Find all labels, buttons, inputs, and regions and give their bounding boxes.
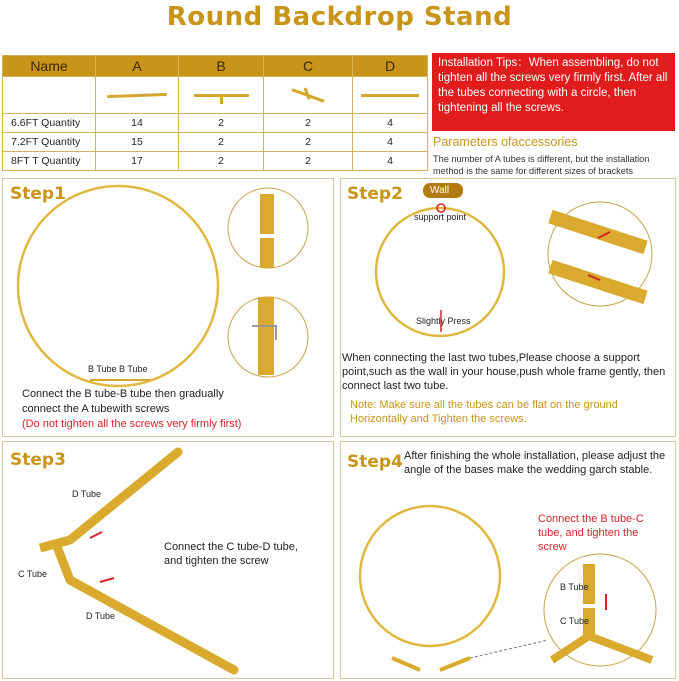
step1-warning: (Do not tighten all the screws very firmly first) — [22, 418, 242, 430]
wall-label: Wall — [430, 185, 450, 196]
support-point-label: support point — [414, 212, 467, 222]
cell-a: 17 — [96, 152, 179, 171]
step4-b-tube-label: B Tube — [560, 582, 589, 592]
page-title: Round Backdrop Stand — [166, 2, 513, 32]
step4-red-text: Connect the B tube-C tube, and tighten the screw — [538, 513, 644, 553]
step3-label: Step3 — [10, 450, 66, 470]
cell-b: 2 — [179, 114, 264, 133]
cell-a: 15 — [96, 133, 179, 152]
step4-base-right — [440, 658, 470, 670]
step3-text: Connect the C tube-D tube, and tighten the screw — [164, 541, 298, 567]
step4-callout-line — [470, 640, 548, 658]
step4-text: After finishing the whole installation, please adjust the angle of the bases make the wedding garch stable. — [404, 450, 666, 476]
step1-line2: connect the A tubewith screws — [22, 403, 170, 415]
cell-a: 14 — [96, 114, 179, 133]
step3-d-tube-bottom-label: D Tube — [86, 611, 116, 621]
step4-ring — [360, 506, 500, 646]
step3-d-tube-top-label: D Tube — [72, 489, 102, 499]
params-text: The number of A tubes is different, but the installation method is the same for different sizes of brackets — [433, 154, 650, 176]
step1-label: Step1 — [10, 184, 66, 204]
cell-b: 2 — [179, 152, 264, 171]
cell-c: 2 — [264, 133, 353, 152]
cell-d: 4 — [353, 133, 428, 152]
header-c: C — [264, 56, 353, 77]
row-label: 7.2FT Quantity — [3, 133, 96, 152]
header-d: D — [353, 56, 428, 77]
cell-b: 2 — [179, 133, 264, 152]
header-a: A — [96, 56, 179, 77]
header-b: B — [179, 56, 264, 77]
step2-note: Note: Make sure all the tubes can be flat on the ground Horizontally and Tighten the screws. — [350, 399, 618, 425]
step3-c-tube-label: C Tube — [18, 569, 48, 579]
row-label: 8FT T Quantity — [3, 152, 96, 171]
step1-line1: Connect the B tube-B tube then gradually — [22, 388, 224, 400]
cell-d: 4 — [353, 114, 428, 133]
step2-body: When connecting the last two tubes,Please choose a support point,such as the wall in your house,push whole frame gently, then connect last two tube. — [342, 352, 666, 392]
step1-tube-label: B Tube B Tube — [88, 364, 148, 374]
step4-label: Step4 — [347, 452, 403, 472]
step2-label: Step2 — [347, 184, 403, 204]
row-label: 6.6FT Quantity — [3, 114, 96, 133]
cell-c: 2 — [264, 114, 353, 133]
params-title: Parameters ofaccessories — [433, 135, 578, 149]
installation-tips: Installation Tips：When assembling, do not tighten all the screws very firmly first. After all the tubes connecting with a circle, then tightening all the screws. — [432, 53, 675, 131]
cell-d: 4 — [353, 152, 428, 171]
header-name: Name — [3, 56, 96, 77]
step4-c-tube-label: C Tube — [560, 616, 590, 626]
cell-c: 2 — [264, 152, 353, 171]
slightly-press-label: Slightly Press — [416, 316, 471, 326]
step4-detail-circle — [544, 554, 656, 666]
step4-base-left — [392, 658, 420, 670]
